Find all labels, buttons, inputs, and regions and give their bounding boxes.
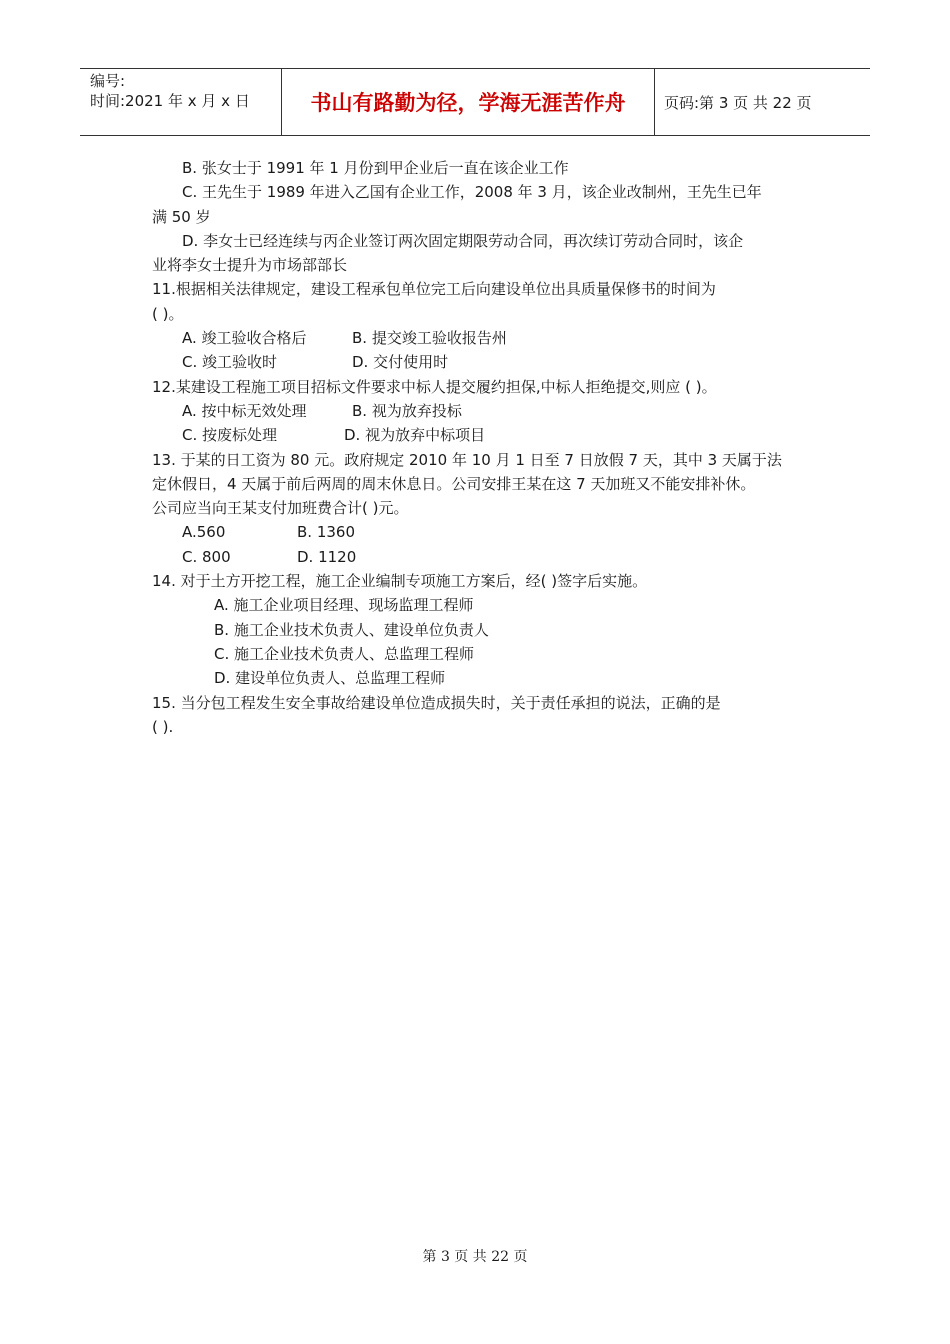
q13-option-c: C. 800: [182, 547, 231, 566]
document-number-label: 编号:: [90, 72, 126, 90]
q13-option-b: B. 1360: [297, 523, 356, 542]
q10-option-d-cont: 业将李女士提升为市场部部长: [152, 256, 348, 275]
q10-option-c: C. 王先生于 1989 年进入乙国有企业工作，2008 年 3 月，该企业改制州，王先生已年: [182, 183, 762, 202]
q11-stem-cont: ( )。: [152, 304, 184, 323]
page-header: [80, 68, 870, 136]
q15-stem-cont: ( ).: [152, 717, 174, 736]
document-date: 时间:2021 年 x 月 x 日: [90, 92, 250, 110]
q15-stem: 15. 当分包工程发生安全事故给建设单位造成损失时，关于责任承担的说法，正确的是: [152, 693, 721, 712]
q12-option-a: A. 按中标无效处理: [182, 401, 307, 420]
header-motto: 书山有路勤为径，学海无涯苦作舟: [310, 91, 626, 115]
q11-stem: 11.根据相关法律规定，建设工程承包单位完工后向建设单位出具质量保修书的时间为: [152, 280, 716, 299]
q14-option-d: D. 建设单位负责人、总监理工程师: [214, 669, 446, 688]
q11-options-ab: [152, 326, 812, 350]
page-footer: 第 3 页 共 22 页: [422, 1249, 528, 1265]
q14-option-b: B. 施工企业技术负责人、建设单位负责人: [214, 620, 489, 639]
q10-option-b: B. 张女士于 1991 年 1 月份到甲企业后一直在该企业工作: [182, 159, 569, 177]
q13-stem: 13. 于某的日工资为 80 元。政府规定 2010 年 10 月 1 日至 7 日放假 7 天，其中 3 天属于法: [152, 450, 782, 469]
header-meta: [90, 71, 250, 111]
q12-options-cd: [152, 423, 812, 447]
q14-option-a: A. 施工企业项目经理、现场监理工程师: [214, 596, 474, 615]
header-divider-right: [654, 69, 655, 135]
q10-option-d: D. 李女士已经连续与丙企业签订两次固定期限劳动合同，再次续订劳动合同时，该企: [182, 231, 744, 250]
q13-stem-cont2: 公司应当向王某支付加班费合计( )元。: [152, 499, 409, 518]
document-body: [152, 156, 812, 739]
q11-option-b: B. 提交竣工验收报告州: [352, 329, 507, 348]
q12-options-ab: [152, 399, 812, 423]
q10-option-c-cont: 满 50 岁: [152, 207, 211, 226]
header-page-info: 页码:第 3 页 共 22 页: [664, 93, 812, 112]
q13-option-d: D. 1120: [297, 547, 357, 566]
q13-options-cd: [152, 545, 812, 569]
q12-option-c: C. 按废标处理: [182, 426, 278, 445]
q11-options-cd: [152, 350, 812, 374]
q12-option-d: D. 视为放弃中标项目: [344, 426, 486, 445]
q11-option-d: D. 交付使用时: [352, 353, 449, 372]
q11-option-a: A. 竣工验收合格后: [182, 329, 307, 348]
q12-option-b: B. 视为放弃投标: [352, 401, 462, 420]
q14-option-c: C. 施工企业技术负责人、总监理工程师: [214, 644, 475, 663]
q13-options-ab: [152, 520, 812, 544]
q13-stem-cont1: 定休假日，4 天属于前后两周的周末休息日。公司安排王某在这 7 天加班又不能安排补休。: [152, 474, 756, 493]
q12-stem: 12.某建设工程施工项目招标文件要求中标人提交履约担保,中标人拒绝提交,则应 ( )。: [152, 377, 717, 396]
q13-option-a: A.560: [182, 523, 226, 542]
q11-option-c: C. 竣工验收时: [182, 353, 278, 372]
q14-stem: 14. 对于土方开挖工程，施工企业编制专项施工方案后，经( )签字后实施。: [152, 572, 648, 591]
